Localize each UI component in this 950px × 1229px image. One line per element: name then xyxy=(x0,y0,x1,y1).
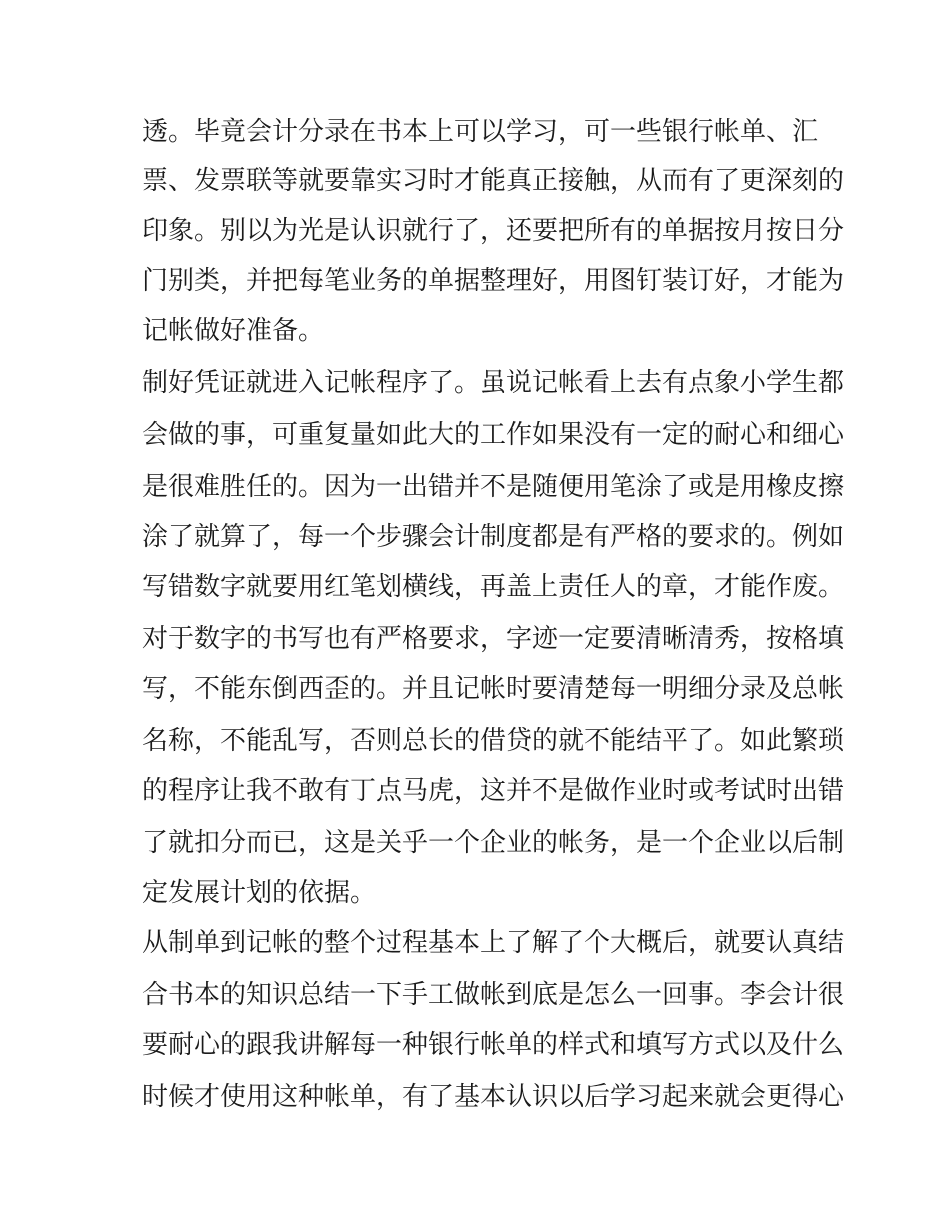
text-line-3: 印象。别以为光是认识就行了，还要把所有的单据按月按日分 xyxy=(142,216,845,246)
text-line-15: 了就扣分而已，这是关乎一个企业的帐务，是一个企业以后制 xyxy=(142,828,845,858)
text-line-11: 对于数字的书写也有严格要求，字迹一定要清晰清秀，按格填 xyxy=(142,624,845,654)
text-line-19: 要耐心的跟我讲解每一种银行帐单的样式和填写方式以及什么 xyxy=(142,1030,845,1060)
text-line-4: 门别类，并把每笔业务的单据整理好，用图钉装订好，才能为 xyxy=(142,266,845,296)
text-line-8: 是很难胜任的。因为一出错并不是随便用笔涂了或是用橡皮擦 xyxy=(142,472,845,502)
text-line-6: 制好凭证就进入记帐程序了。虽说记帐看上去有点象小学生都 xyxy=(142,368,845,398)
text-line-17: 从制单到记帐的整个过程基本上了解了个大概后，就要认真结 xyxy=(142,928,845,958)
text-line-13: 名称，不能乱写，否则总长的借贷的就不能结平了。如此繁琐 xyxy=(142,726,845,756)
text-line-16: 定发展计划的依据。 xyxy=(142,878,377,908)
text-line-10: 写错数字就要用红笔划横线，再盖上责任人的章，才能作废。 xyxy=(142,572,845,602)
text-line-18: 合书本的知识总结一下手工做帐到底是怎么一回事。李会计很 xyxy=(142,980,845,1010)
text-line-2: 票、发票联等就要靠实习时才能真正接触，从而有了更深刻的 xyxy=(142,166,845,196)
text-line-5: 记帐做好准备。 xyxy=(142,316,325,346)
text-line-12: 写，不能东倒西歪的。并且记帐时要清楚每一明细分录及总帐 xyxy=(142,674,845,704)
text-line-9: 涂了就算了，每一个步骤会计制度都是有严格的要求的。例如 xyxy=(142,522,845,552)
text-line-7: 会做的事，可重复量如此大的工作如果没有一定的耐心和细心 xyxy=(142,420,845,450)
text-line-20: 时候才使用这种帐单，有了基本认识以后学习起来就会更得心 xyxy=(142,1082,845,1112)
text-line-1: 透。毕竟会计分录在书本上可以学习，可一些银行帐单、汇 xyxy=(142,117,819,147)
text-line-14: 的程序让我不敢有丁点马虎，这并不是做作业时或考试时出错 xyxy=(142,776,845,806)
